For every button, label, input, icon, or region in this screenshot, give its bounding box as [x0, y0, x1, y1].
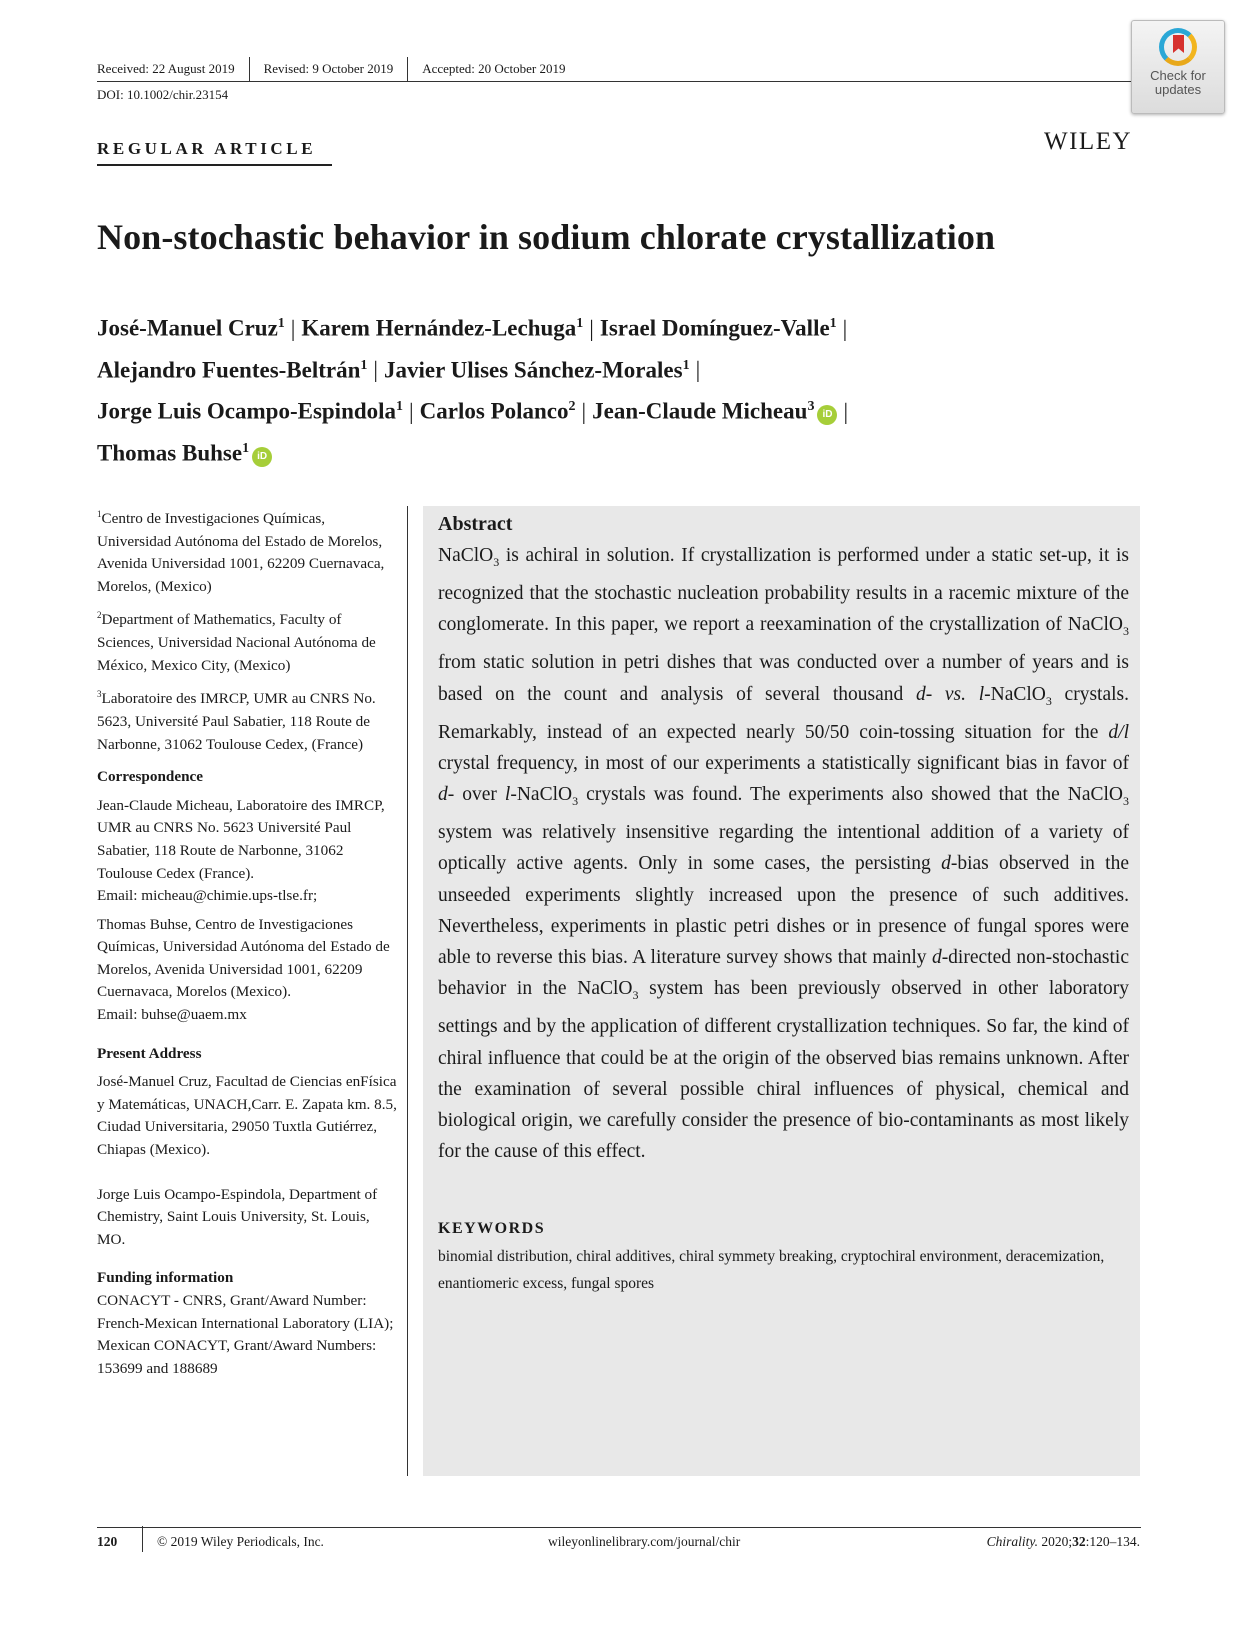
- footer-separator: [142, 1526, 143, 1552]
- footer-rule: [97, 1527, 1141, 1528]
- author-affiliation-mark: 1: [360, 357, 368, 373]
- affiliations: [97, 503, 397, 756]
- abstract-segment: from static solution in petri dishes that was conducted over a number of years and is based on the count and analysis of several thousand: [438, 652, 1129, 705]
- author-name[interactable]: Jean-Claude Micheau: [592, 398, 808, 424]
- abstract-segment: 3: [493, 554, 500, 569]
- abstract-segment: system has been previously observed in other laboratory settings and by the application of different crystallization techniques. So far, the kind of chiral influence that could be at the origin of the observed bias remains unknown. After the examination of several possible chiral influences of physical, chemical and biological origin, we carefully consider the presence of bio-contaminants as most likely for the cause of this effect.: [438, 978, 1129, 1163]
- check-for-updates-badge[interactable]: [1131, 20, 1225, 114]
- abstract-segment: 3: [572, 793, 579, 808]
- citation-pages: :120–134.: [1085, 1534, 1140, 1549]
- affiliation-number: 2: [97, 610, 102, 621]
- abstract-text: [438, 540, 1129, 1167]
- present-address-entry: José-Manuel Cruz, Facultad de Ciencias enFísica y Matemáticas, UNACH,Carr. E. Zapata km. 8.5, Ciudad Universitaria, 29050 Tuxtla Gutiérrez, Chiapas (Mexico).: [97, 1073, 397, 1159]
- article-type: REGULAR ARTICLE: [97, 139, 317, 158]
- author-separator: |: [409, 398, 414, 424]
- author-affiliation-mark: 1: [576, 316, 584, 331]
- citation-volume: 32: [1072, 1534, 1086, 1549]
- keywords-heading: KEYWORDS: [438, 1220, 546, 1237]
- doi: DOI: 10.1002/chir.23154: [97, 87, 229, 102]
- received-date: Received: 22 August 2019: [97, 61, 235, 76]
- author-affiliation-mark: 1: [829, 316, 837, 331]
- keywords-text: binomial distribution, chiral additives, chiral symmety breaking, cryptochiral environment, deracemization, enantiomeric excess, fungal spores: [438, 1248, 1105, 1292]
- author-name[interactable]: Thomas Buhse: [97, 440, 243, 466]
- abstract-segment: -NaClO: [510, 784, 573, 806]
- author-name[interactable]: Jorge Luis Ocampo-Espindola: [97, 398, 397, 424]
- author-name[interactable]: José-Manuel Cruz: [97, 315, 278, 341]
- author-affiliation-mark: 1: [242, 440, 250, 456]
- author-affiliation-mark: 1: [682, 357, 690, 373]
- funding-text: CONACYT - CNRS, Grant/Award Number: French-Mexican International Laboratory (LIA); Mexican CONACYT, Grant/Award Numbers: 153699 and 188689: [97, 1292, 394, 1377]
- correspondence-email[interactable]: Email: buhse@uaem.mx: [97, 1006, 247, 1024]
- author-name[interactable]: Karem Hernández-Lechuga: [301, 315, 577, 341]
- author-affiliation-mark: 3: [807, 399, 815, 415]
- accepted-date: Accepted: 20 October 2019: [422, 61, 566, 76]
- date-separator: [407, 57, 408, 81]
- abstract-segment: d/l: [1108, 721, 1129, 743]
- abstract-segment: crystals. Remarkably, instead of an expected nearly 50/50 coin-tossing situation for the: [438, 683, 1129, 743]
- left-column: [97, 503, 397, 1386]
- author-name[interactable]: Carlos Polanco: [419, 398, 569, 424]
- journal-url[interactable]: wileyonlinelibrary.com/journal/chir: [548, 1534, 741, 1549]
- author-separator: |: [843, 398, 849, 424]
- article-dates: [97, 58, 566, 80]
- correspondence-entry: Jean-Claude Micheau, Laboratoire des IMRCP, UMR au CNRS No. 5623 Université Paul Sabatier, 118 Route de Narbonne, 31062 Toulouse Cedex (France).: [97, 796, 385, 882]
- correspondence-heading: Correspondence: [97, 768, 204, 786]
- affiliation-number: 1: [97, 509, 102, 519]
- author-separator: |: [695, 357, 701, 383]
- copyright: © 2019 Wiley Periodicals, Inc.: [157, 1534, 324, 1549]
- citation: [987, 1534, 1140, 1550]
- abstract-segment: l: [504, 784, 511, 806]
- abstract-segment: 3: [1045, 693, 1052, 708]
- abstract-segment: is achiral in solution. If crystallization is performed under a static set-up, it is recognized that the stochastic nucleation probability results in a racemic mixture of the conglomerate. In this paper, we report a reexamination of the crystallization of NaClO: [438, 545, 1129, 636]
- abstract-segment: d: [941, 853, 951, 875]
- author-affiliation-mark: 2: [568, 399, 576, 415]
- affiliation-number: 3: [97, 689, 102, 700]
- badge-line-2: updates: [1154, 82, 1202, 97]
- revised-date: Revised: 9 October 2019: [263, 61, 394, 76]
- author-affiliation-mark: 1: [396, 399, 404, 415]
- correspondence-email[interactable]: Email: micheau@chimie.ups-tlse.fr;: [97, 887, 318, 905]
- abstract-segment: d- vs. l: [915, 683, 985, 705]
- abstract-segment: NaClO: [438, 545, 494, 566]
- affiliation-text: Centro de Investigaciones Químicas, Universidad Autónoma del Estado de Morelos, Avenida Universidad 1001, 62209 Cuernavaca, Morelos, (Mexico): [97, 510, 385, 595]
- abstract-segment: -NaClO: [984, 683, 1046, 705]
- author-name[interactable]: Israel Domínguez-Valle: [599, 315, 830, 341]
- abstract-segment: 3: [1123, 793, 1129, 808]
- orcid-icon[interactable]: iD: [252, 447, 272, 467]
- publisher-logo: WILEY: [1044, 128, 1133, 155]
- abstract-heading: Abstract: [438, 513, 513, 535]
- abstract-segment: -directed non-stochastic behavior in the NaClO: [438, 947, 1129, 1000]
- abstract-segment: 3: [1123, 624, 1129, 639]
- badge-line-1: Check for: [1150, 68, 1206, 83]
- affiliation: [97, 683, 397, 756]
- author-separator: |: [581, 398, 587, 424]
- author-list: [97, 305, 1147, 472]
- orcid-icon[interactable]: iD: [817, 405, 837, 425]
- author-name[interactable]: Javier Ulises Sánchez-Morales: [384, 357, 683, 383]
- author-separator: |: [290, 315, 296, 341]
- header-rule: [97, 81, 1134, 82]
- article-title: Non-stochastic behavior in sodium chlorate crystallization: [97, 217, 996, 257]
- abstract-segment: -bias observed in the unseeded experiments slightly increased upon the presence of such additives. Nevertheless, experiments in plastic petri dishes or in presence of fungal spores were able to reverse this bias. A literature survey shows that mainly: [438, 853, 1129, 968]
- present-address-heading: Present Address: [97, 1044, 202, 1062]
- author-separator: |: [842, 315, 848, 341]
- author-separator: |: [373, 357, 379, 383]
- funding-heading: Funding information: [97, 1269, 234, 1287]
- abstract-segment: system was relatively insensitive regarding the intentional addition of a variety of optically active agents. Only in some cases, the persisting: [438, 822, 1129, 875]
- date-separator: [249, 57, 250, 81]
- abstract-segment: 3: [632, 988, 639, 1003]
- present-address-entry: Jorge Luis Ocampo-Espindola, Department of Chemistry, Saint Louis University, St. Louis, MO.: [97, 1185, 378, 1248]
- affiliation-text: Laboratoire des IMRCP, UMR au CNRS No. 5623, Université Paul Sabatier, 118 Route de Narbonne, 31062 Toulouse Cedex, (France): [97, 690, 376, 753]
- author-affiliation-mark: 1: [277, 316, 285, 331]
- author-name[interactable]: Alejandro Fuentes-Beltrán: [97, 357, 361, 383]
- affiliation: [97, 503, 397, 598]
- correspondence-entry: Thomas Buhse, Centro de Investigaciones Químicas, Universidad Autónoma del Estado de Morelos, Avenida Universidad 1001, 62209 Cuernavaca, Morelos (Mexico).: [97, 915, 390, 1001]
- column-divider: [407, 506, 408, 1476]
- journal-name: Chirality.: [986, 1534, 1038, 1549]
- abstract-segment: crystal frequency, in most of our experiments a statistically significant bias in favor of: [438, 752, 1129, 774]
- author-separator: |: [589, 315, 594, 341]
- article-type-underline: [97, 164, 332, 166]
- abstract-segment: crystals was found. The experiments also showed that the NaClO: [578, 784, 1123, 806]
- abstract-segment: d-: [438, 784, 455, 806]
- page-number: 120: [97, 1534, 118, 1549]
- crossmark-icon: [1159, 28, 1197, 66]
- abstract-segment: d: [931, 947, 942, 968]
- citation-year: 2020;: [1037, 1534, 1073, 1549]
- affiliation: [97, 604, 397, 677]
- abstract-segment: over: [454, 784, 505, 806]
- affiliation-text: Department of Mathematics, Faculty of Sciences, Universidad Nacional Autónoma de México, Mexico City, (Mexico): [97, 611, 376, 674]
